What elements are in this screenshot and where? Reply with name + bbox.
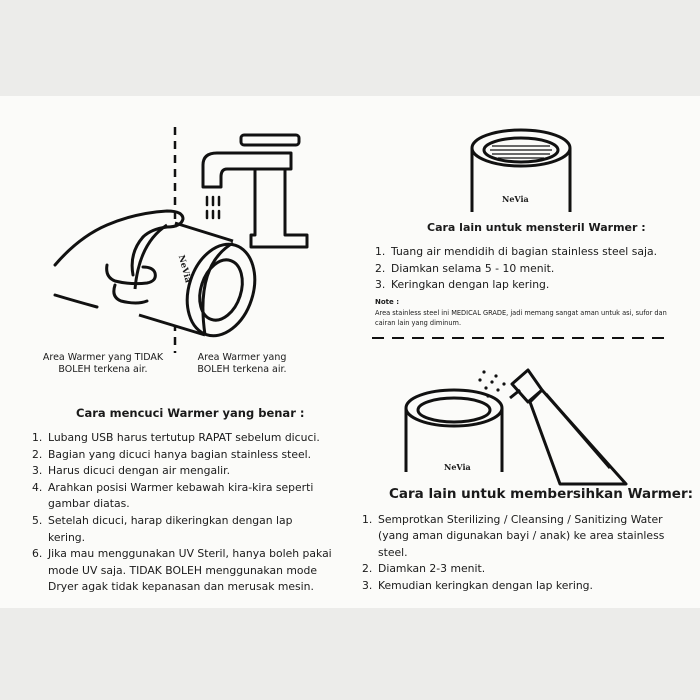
step-text: Semprotkan Sterilizing / Cleansing / Sanitizing Water (yang aman digunakan bayi / anak) ke area stainless steel. (378, 513, 665, 559)
step-text: Setelah dicuci, harap dikeringkan dengan lap kering. (48, 513, 293, 544)
step-number: 3. (32, 464, 43, 478)
spray-bottle-icon (510, 370, 626, 484)
step-number: 2. (32, 447, 43, 461)
note-label: Note : (375, 298, 399, 306)
washing-section-title: Cara mencuci Warmer yang benar : (76, 406, 305, 420)
section-divider-line (372, 336, 668, 340)
step-number: 4. (32, 480, 43, 494)
step-text: Tuang air mendidih di bagian stainless steel saja. (391, 245, 658, 258)
brand-logo: NeVia (175, 254, 193, 284)
step-number: 5. (32, 513, 43, 527)
step-number: 6. (32, 547, 43, 561)
step-text: Diamkan 2-3 menit. (378, 562, 486, 576)
step-number: 2. (362, 562, 373, 576)
list-item (375, 277, 675, 294)
brand-logo: NeVia (444, 462, 471, 472)
step-number: 1. (32, 431, 43, 444)
list-item (375, 261, 675, 278)
sterilize-steps-list (375, 244, 675, 294)
warmer-icon (406, 390, 502, 472)
spray-illustration (400, 360, 630, 485)
step-text: Bagian yang dicuci hanya bagian stainless steel. (48, 447, 312, 461)
washing-steps-list (32, 430, 332, 596)
caption-wet-area: Area Warmer yang BOLEH terkena air. (197, 352, 287, 375)
warmer-icon (135, 223, 266, 345)
list-item (362, 512, 680, 561)
step-text: Lubang USB harus tertutup RAPAT sebelum dicuci. (48, 431, 320, 444)
step-text: Jika mau menggunakan UV Steril, hanya boleh pakai mode UV saja. TIDAK BOLEH menggunakan mode Dryer agak tidak kepanasan dan merusak mesin. (48, 547, 332, 594)
step-number: 3. (362, 578, 373, 592)
list-item (32, 463, 332, 480)
list-item (32, 447, 332, 464)
step-text: Arahkan posisi Warmer kebawah kira-kira seperti gambar diatas. (48, 480, 314, 511)
step-number: 1. (375, 245, 386, 258)
caption-not-wet-area: Area Warmer yang TIDAK BOLEH terkena air. (42, 352, 164, 375)
cleaning-section-title: Cara lain untuk membersihkan Warmer: (389, 486, 694, 502)
step-number: 2. (375, 261, 386, 275)
list-item (32, 480, 332, 513)
step-number: 3. (375, 278, 386, 292)
washing-illustration (55, 125, 325, 355)
step-text: Diamkan selama 5 - 10 menit. (391, 261, 555, 275)
list-item (362, 561, 680, 577)
step-text: Kemudian keringkan dengan lap kering. (378, 578, 593, 592)
sterilize-section-title: Cara lain untuk mensteril Warmer : (427, 221, 646, 234)
step-text: Harus dicuci dengan air mengalir. (48, 464, 230, 478)
faucet-icon (203, 135, 307, 247)
brand-logo: NeVia (502, 194, 529, 204)
step-number: 1. (362, 513, 373, 526)
step-text: Keringkan dengan lap kering. (391, 278, 550, 292)
list-item (32, 430, 332, 447)
list-item (32, 513, 332, 546)
water-drops-icon (207, 197, 219, 218)
note-text: Area stainless steel ini MEDICAL GRADE, jadi memang sangat aman untuk asi, sufor dan cairan lain yang diminum. (375, 309, 667, 327)
list-item (375, 244, 675, 261)
list-item (32, 546, 332, 596)
cleaning-steps-list (362, 512, 680, 594)
list-item (362, 578, 680, 594)
